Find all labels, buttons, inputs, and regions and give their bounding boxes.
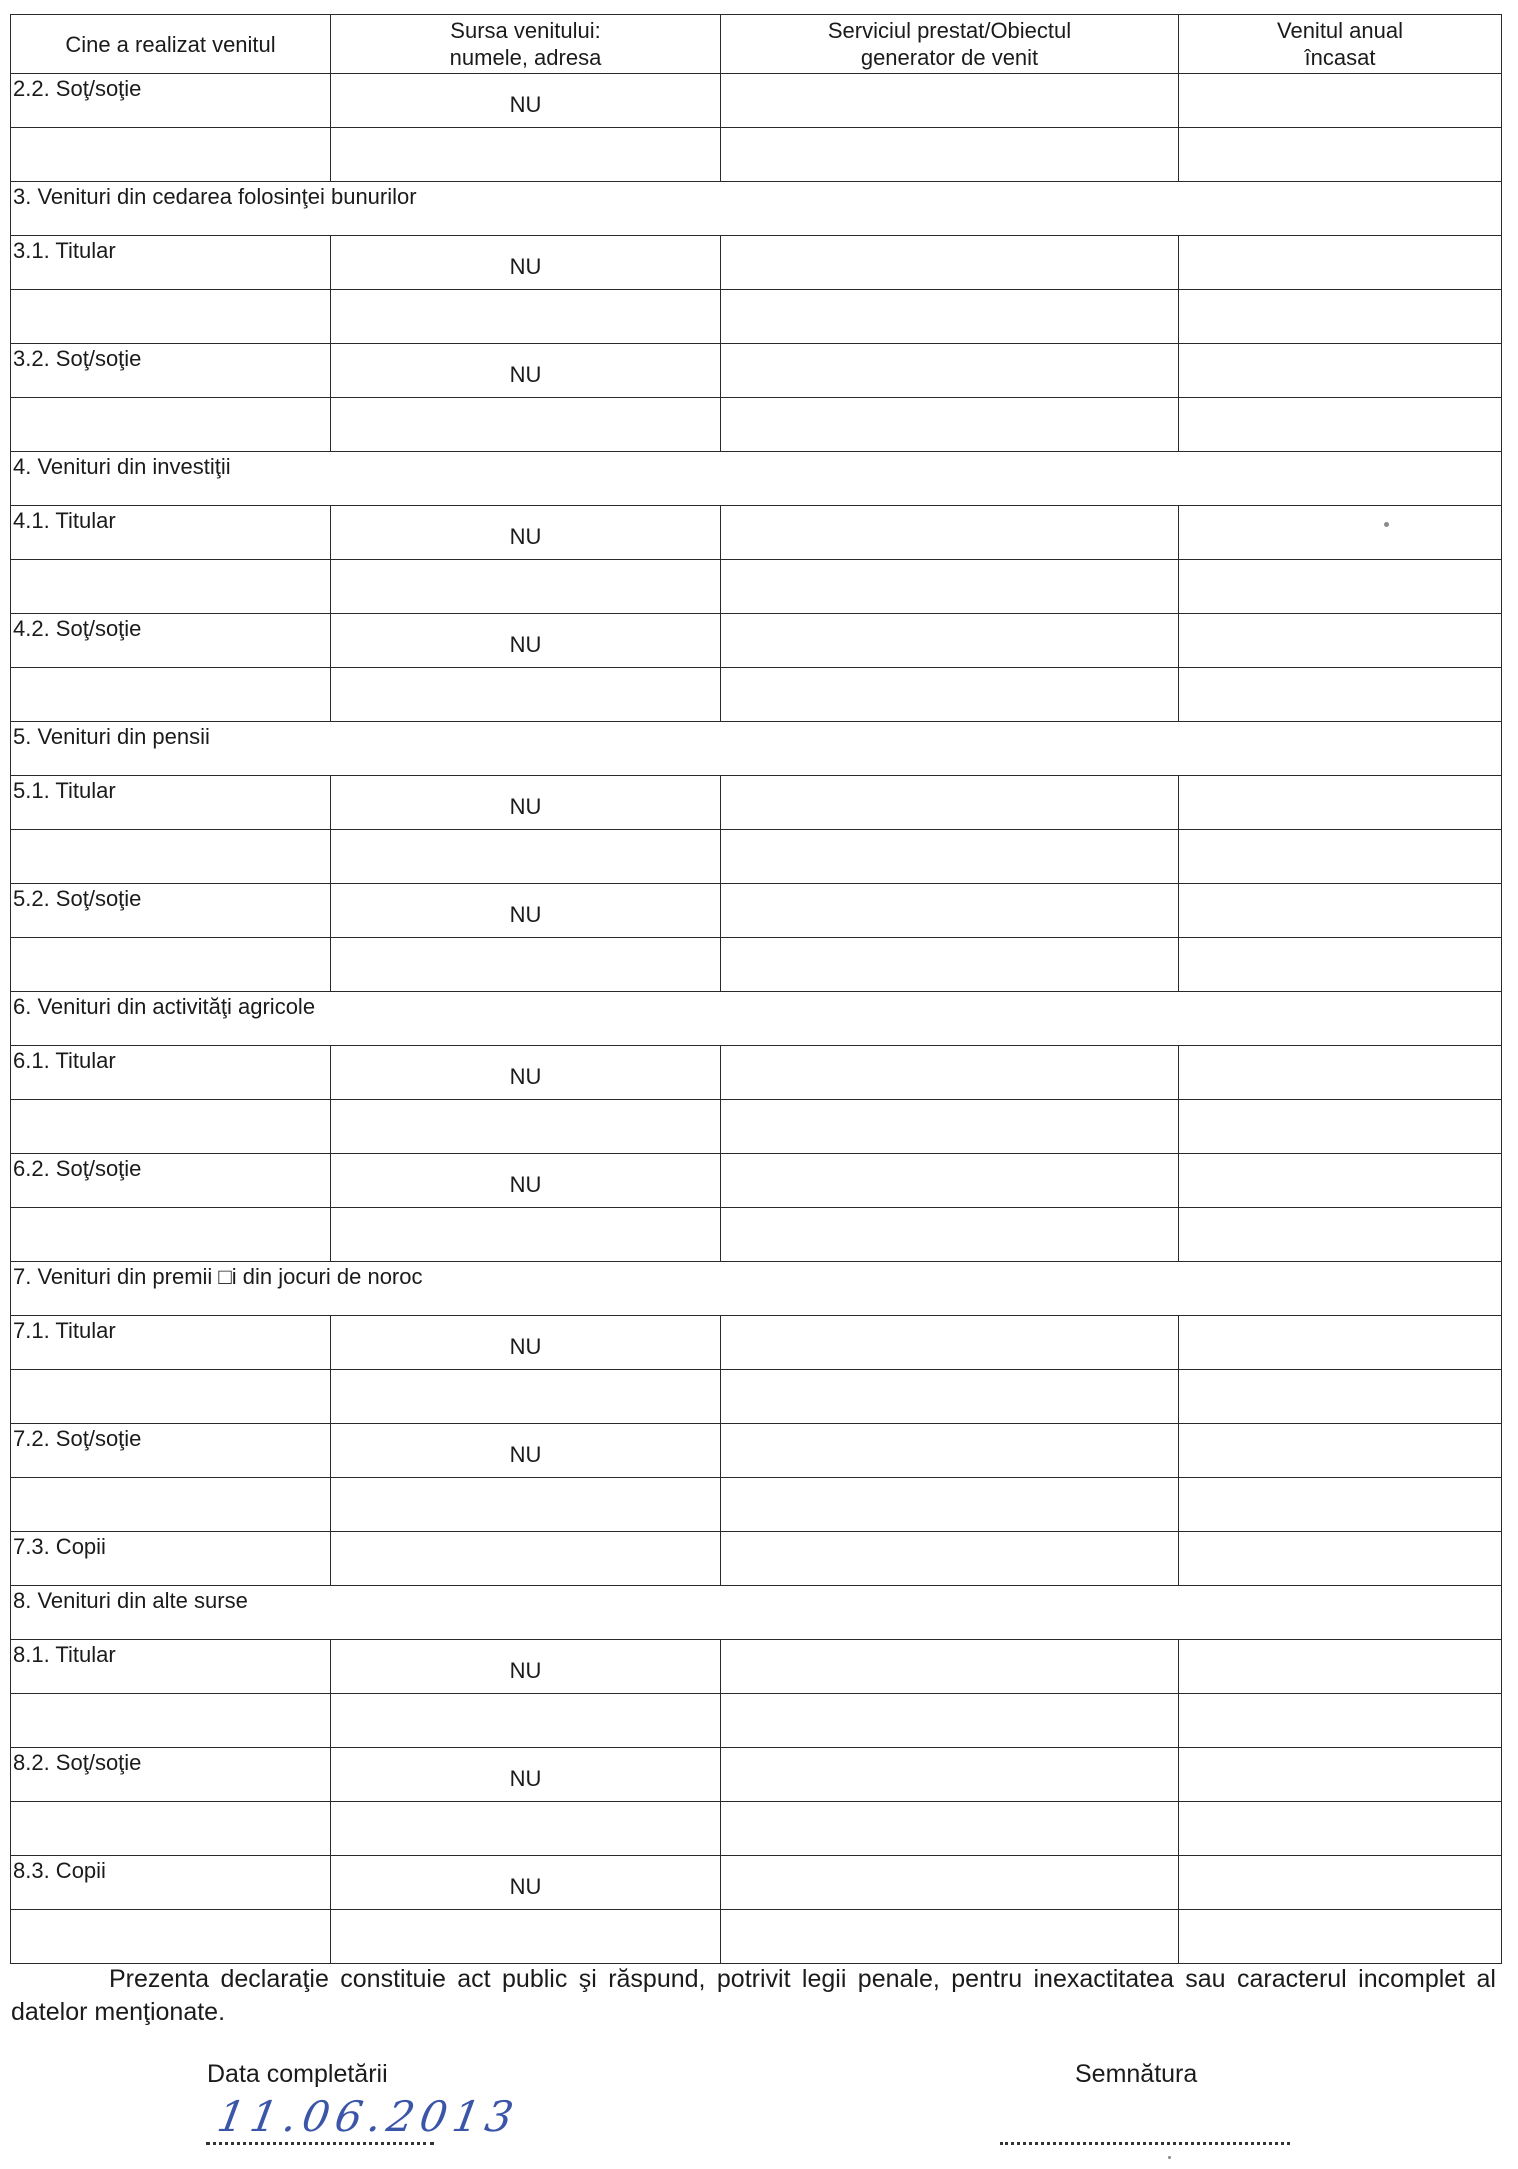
scan-speck <box>1384 522 1389 527</box>
table-row <box>11 1316 1502 1370</box>
date-label: Data completării <box>207 2060 388 2088</box>
handwritten-date: 11.06.2013 <box>213 2092 523 2141</box>
header-service: Serviciul prestat/Obiectul generator de venit <box>721 15 1179 74</box>
section-row <box>11 182 1502 236</box>
source-cell: NU <box>331 1424 721 1478</box>
source-cell: NU <box>331 1316 721 1370</box>
signature-dotted-line <box>1000 2142 1290 2145</box>
section-row <box>11 992 1502 1046</box>
declaration-statement: Prezenta declaraţie constituie act public şi răspund, potrivit legii penale, pentru inexactitatea sau caracterul incomplet al datelor menţionate. <box>11 1965 1496 2026</box>
table-row <box>11 1424 1502 1478</box>
source-cell <box>331 1532 721 1586</box>
scan-speck <box>1168 2156 1171 2159</box>
source-cell: NU <box>331 236 721 290</box>
table-row <box>11 1100 1502 1154</box>
row-label: 5.2. Soţ/soţie <box>11 884 331 938</box>
source-cell: NU <box>331 1154 721 1208</box>
header-who: Cine a realizat venitul <box>11 15 331 74</box>
row-label: 8.1. Titular <box>11 1640 331 1694</box>
table-row <box>11 398 1502 452</box>
table-row <box>11 776 1502 830</box>
table-row <box>11 830 1502 884</box>
table-header-row <box>11 15 1502 74</box>
row-label: 8.3. Copii <box>11 1856 331 1910</box>
table-row <box>11 668 1502 722</box>
section-title: 4. Venituri din investiţii <box>11 452 1502 506</box>
amount-cell <box>1179 74 1502 128</box>
table-row <box>11 1640 1502 1694</box>
table-row <box>11 1802 1502 1856</box>
row-label: 6.1. Titular <box>11 1046 331 1100</box>
table-row <box>11 1478 1502 1532</box>
section-title: 6. Venituri din activităţi agricole <box>11 992 1502 1046</box>
service-cell <box>721 74 1179 128</box>
row-label: 7.1. Titular <box>11 1316 331 1370</box>
section-title: 5. Venituri din pensii <box>11 722 1502 776</box>
header-source: Sursa venitului: numele, adresa <box>331 15 721 74</box>
section-title: 8. Venituri din alte surse <box>11 1586 1502 1640</box>
section-row <box>11 1586 1502 1640</box>
row-label: 4.1. Titular <box>11 506 331 560</box>
table-row <box>11 1370 1502 1424</box>
table-row <box>11 1856 1502 1910</box>
section-title: 3. Venituri din cedarea folosinţei bunurilor <box>11 182 1502 236</box>
source-cell: NU <box>331 1748 721 1802</box>
signature-label: Semnătura <box>1075 2060 1198 2088</box>
table-row <box>11 1532 1502 1586</box>
row-label: 7.2. Soţ/soţie <box>11 1424 331 1478</box>
row-label: 5.1. Titular <box>11 776 331 830</box>
source-cell: NU <box>331 74 721 128</box>
source-cell: NU <box>331 506 721 560</box>
table-row <box>11 884 1502 938</box>
table-row <box>11 1748 1502 1802</box>
source-cell: NU <box>331 344 721 398</box>
date-dotted-line <box>206 2142 434 2145</box>
row-label: 6.2. Soţ/soţie <box>11 1154 331 1208</box>
section-title: 7. Venituri din premii □i din jocuri de noroc <box>11 1262 1502 1316</box>
table-row <box>11 1910 1502 1964</box>
row-label: 3.2. Soţ/soţie <box>11 344 331 398</box>
table-row <box>11 344 1502 398</box>
table-row <box>11 236 1502 290</box>
table-row <box>11 128 1502 182</box>
header-annual-income: Venitul anual încasat <box>1179 15 1502 74</box>
source-cell: NU <box>331 1046 721 1100</box>
table-row <box>11 614 1502 668</box>
source-cell: NU <box>331 776 721 830</box>
table-row <box>11 506 1502 560</box>
table-row <box>11 1046 1502 1100</box>
section-row <box>11 1262 1502 1316</box>
table-row <box>11 1208 1502 1262</box>
table-row <box>11 560 1502 614</box>
table-row <box>11 938 1502 992</box>
row-label: 7.3. Copii <box>11 1532 331 1586</box>
source-cell: NU <box>331 1640 721 1694</box>
table-row <box>11 1154 1502 1208</box>
source-cell: NU <box>331 884 721 938</box>
section-row <box>11 722 1502 776</box>
table-row <box>11 290 1502 344</box>
income-table <box>10 14 1502 1964</box>
table-row <box>11 1694 1502 1748</box>
row-label: 8.2. Soţ/soţie <box>11 1748 331 1802</box>
row-label: 3.1. Titular <box>11 236 331 290</box>
section-row <box>11 452 1502 506</box>
source-cell: NU <box>331 614 721 668</box>
row-label: 4.2. Soţ/soţie <box>11 614 331 668</box>
source-cell: NU <box>331 1856 721 1910</box>
table-row <box>11 74 1502 128</box>
row-label: 2.2. Soţ/soţie <box>11 74 331 128</box>
